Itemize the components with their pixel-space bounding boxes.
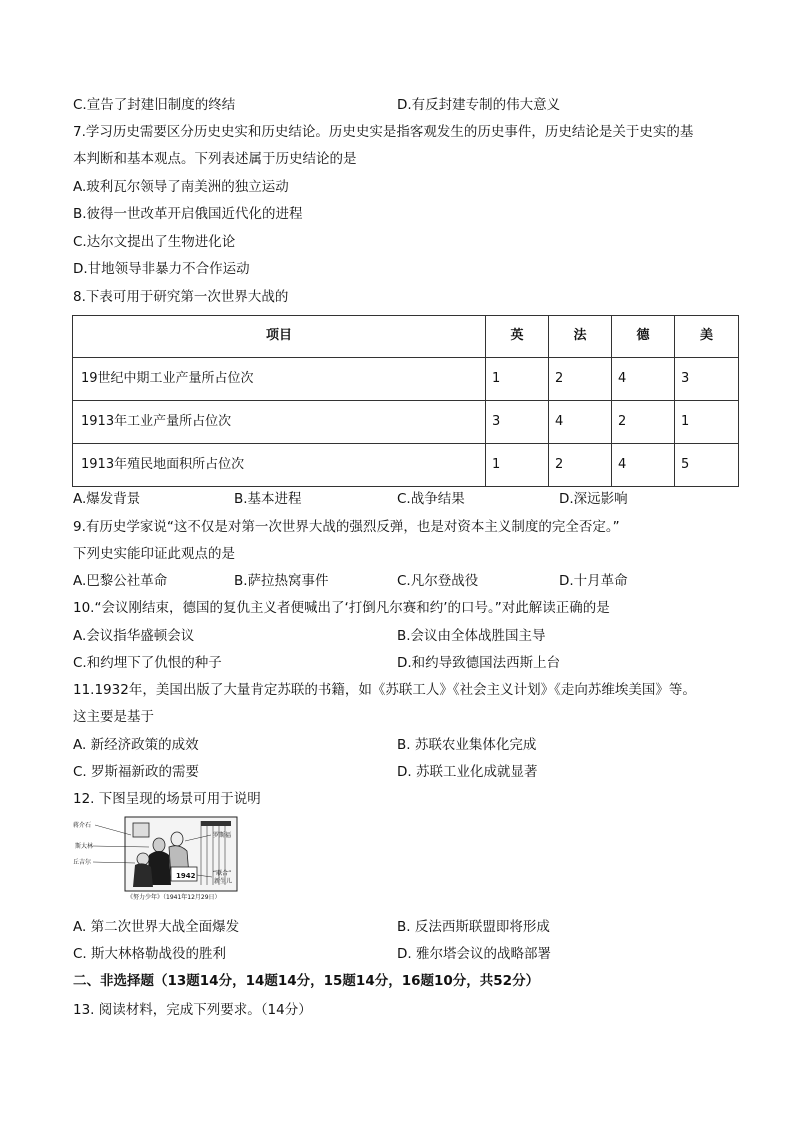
cartoon-label-newborn: 新生儿 [214,878,233,885]
q10-option-d: D.和约导致德国法西斯上台 [397,655,561,671]
q13-stem: 13. 阅读材料，完成下列要求。（14分） [73,1002,312,1018]
q11-option-b: B. 苏联农业集体化完成 [397,737,537,753]
table-row [73,444,739,487]
q11-stem-line2: 这主要是基于 [73,709,154,725]
cartoon-label-union: “联合” [213,870,232,877]
table-row [73,358,739,401]
header-france: 法 [549,316,612,358]
q8-table [72,315,739,487]
q12-option-b: B. 反法西斯联盟即将形成 [397,919,550,935]
q7-option-d: D.甘地领导非暴力不合作运动 [73,261,250,277]
q11-option-c: C. 罗斯福新政的需要 [73,764,200,780]
row-label: 1913年工业产量所占位次 [73,401,486,444]
q6-option-d: D.有反封建专制的伟大意义 [397,97,561,113]
table-cell: 1 [486,444,549,487]
q9-option-b: B.萨拉热窝事件 [234,573,329,589]
row-label: 1913年殖民地面积所占位次 [73,444,486,487]
section-heading: 二、非选择题（13题14分，14题14分，15题14分，16题10分，共52分） [73,973,540,989]
table-cell: 1 [486,358,549,401]
q8-stem: 8.下表可用于研究第一次世界大战的 [73,289,289,305]
q9-stem-line2: 下列史实能印证此观点的是 [73,546,235,562]
q7-option-a: A.玻利瓦尔领导了南美洲的独立运动 [73,179,289,195]
q6-option-c: C.宣告了封建旧制度的终结 [73,97,236,113]
q10-option-b: B.会议由全体战胜国主导 [397,628,546,644]
header-britain: 英 [486,316,549,358]
q9-option-d: D.十月革命 [559,573,628,589]
cartoon-caption: 《努力少年》（1941年12月29日） [127,894,221,901]
q9-option-c: C.凡尔登战役 [397,573,479,589]
q10-option-c: C.和约埋下了仇恨的种子 [73,655,222,671]
q8-option-d: D.深远影响 [559,491,628,507]
q11-option-a: A. 新经济政策的成效 [73,737,199,753]
table-cell: 5 [675,444,739,487]
q12-stem: 12. 下图呈现的场景可用于说明 [73,791,261,807]
header-item: 项目 [73,316,486,358]
q12-option-a: A. 第二次世界大战全面爆发 [73,919,240,935]
q9-option-a: A.巴黎公社革命 [73,573,168,589]
table-cell: 2 [612,401,675,444]
q9-stem-line1: 9.有历史学家说“这不仅是对第一次世界大战的强烈反弹，也是对资本主义制度的完全否定。” [73,519,620,535]
cartoon-label-chiang: 蒋介石 [73,822,92,829]
header-germany: 德 [612,316,675,358]
q8-option-b: B.基本进程 [234,491,302,507]
q10-option-a: A.会议指华盛顿会议 [73,628,195,644]
q7-option-c: C.达尔文提出了生物进化论 [73,234,236,250]
q12-option-c: C. 斯大林格勒战役的胜利 [73,946,227,962]
table-cell: 3 [675,358,739,401]
cartoon-label-roosevelt: 罗斯福 [213,832,232,839]
q11-option-d: D. 苏联工业化成就显著 [397,764,538,780]
table-cell: 2 [549,358,612,401]
q7-option-b: B.彼得一世改革开启俄国近代化的进程 [73,206,303,222]
table-cell: 4 [612,358,675,401]
table-cell: 2 [549,444,612,487]
row-label: 19世纪中期工业产量所占位次 [73,358,486,401]
cartoon-year-label: 1942 [176,872,196,880]
cartoon-label-stalin: 斯大林 [75,843,94,850]
table-row [73,401,739,444]
q7-stem-line2: 本判断和基本观点。下列表述属于历史结论的是 [73,151,357,167]
table-header-row [73,316,739,358]
table-cell: 1 [675,401,739,444]
q8-option-a: A.爆发背景 [73,491,141,507]
q10-stem: 10.“会议刚结束，德国的复仇主义者便喊出了‘打倒凡尔赛和约’的口号。”对此解读正确的是 [73,600,610,616]
table-cell: 4 [612,444,675,487]
q8-option-c: C.战争结果 [397,491,465,507]
table-cell: 3 [486,401,549,444]
q7-stem-line1: 7.学习历史需要区分历史史实和历史结论。历史史实是指客观发生的历史事件，历史结论是关于史实的基 [73,124,694,140]
q11-stem-line1: 11.1932年，美国出版了大量肯定苏联的书籍，如《苏联工人》《社会主义计划》《走向苏维埃美国》等。 [73,682,696,698]
q12-option-d: D. 雅尔塔会议的战略部署 [397,946,551,962]
header-usa: 美 [675,316,739,358]
cartoon-label-churchill: 丘吉尔 [73,859,92,866]
table-cell: 4 [549,401,612,444]
q12-cartoon-image [73,815,241,901]
